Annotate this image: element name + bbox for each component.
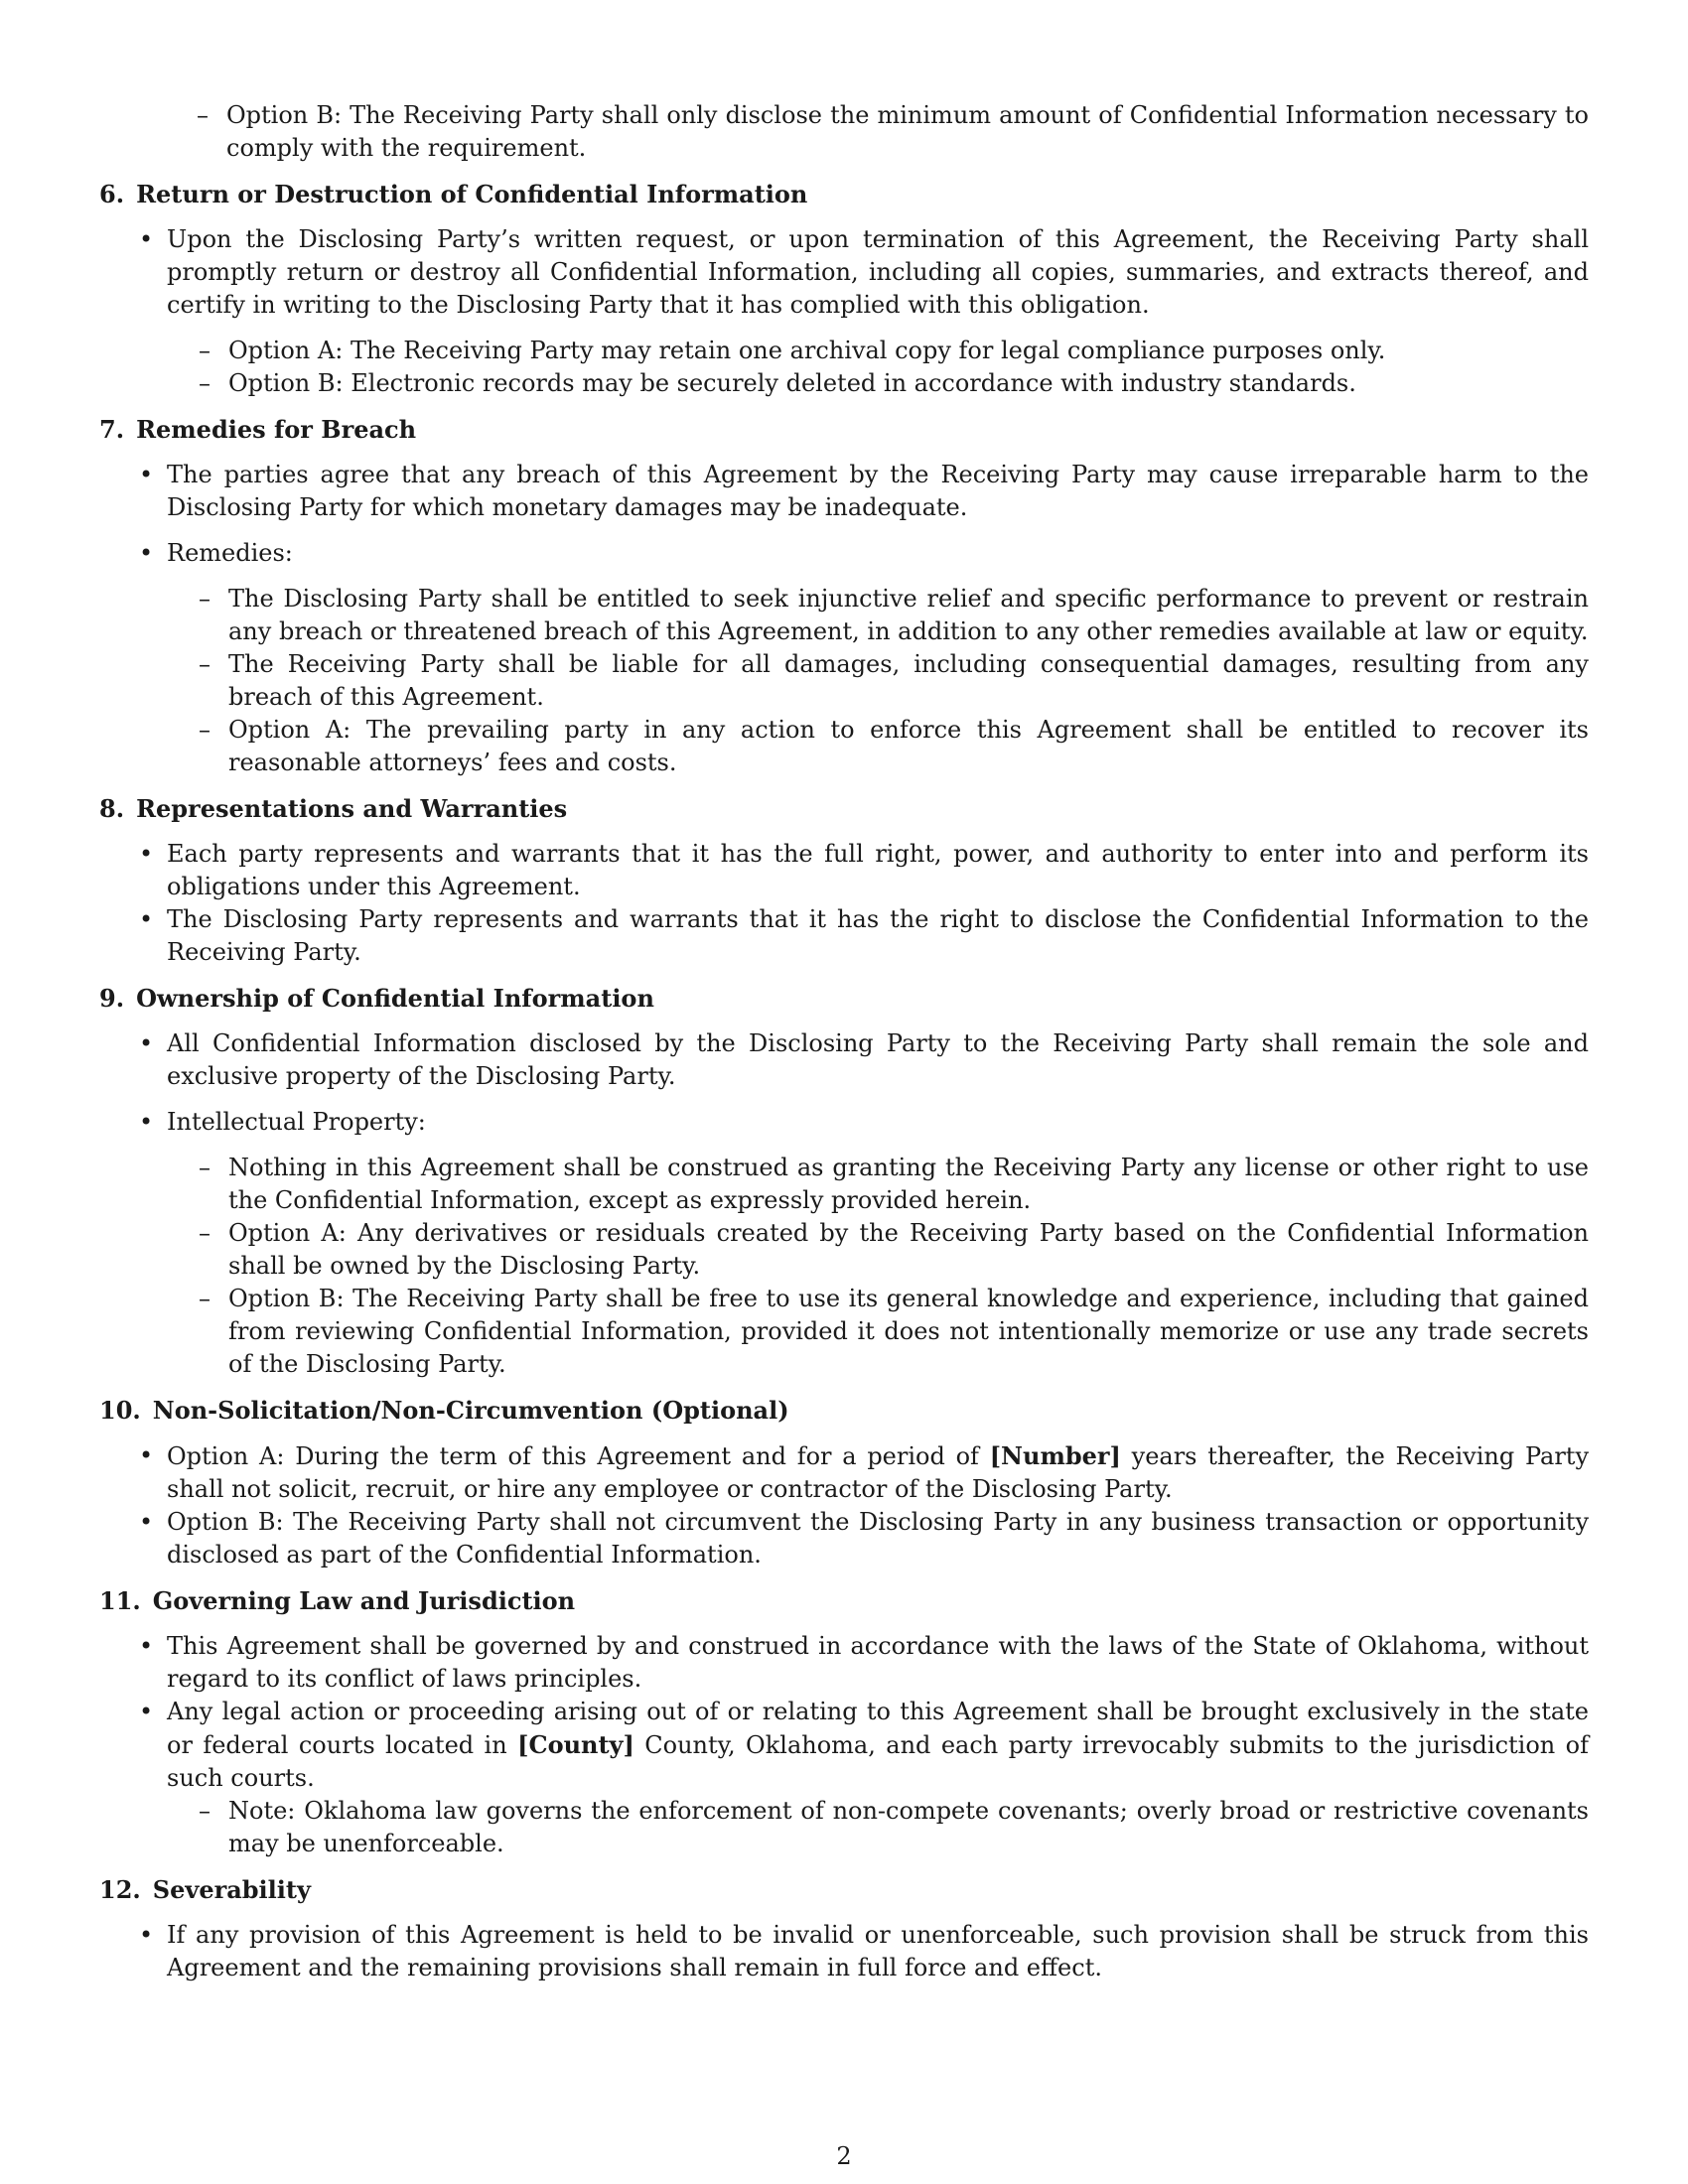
sub-text: Option A: The prevailing party in any action to enforce this Agreement shall be entitled to recover its reasonable attorneys’ fees and costs. — [228, 716, 1589, 776]
bullet-item — [99, 1696, 1589, 1795]
dash-marker: – — [199, 1154, 211, 1181]
bullet-text-pre: Any legal action or proceeding arising out of or relating to this Agreement shall be brought exclusively in the state or federal courts located in — [167, 1698, 1589, 1759]
bullet-item — [99, 838, 1589, 903]
bullet-text: If any provision of this Agreement is held to be invalid or unenforceable, such provision shall be struck from this Agreement and the remaining provisions shall remain in full force and effect. — [167, 1921, 1589, 1981]
bullet-marker: • — [139, 225, 154, 253]
bullet-marker: • — [139, 1921, 154, 1949]
sub-item — [99, 367, 1589, 400]
section-title: Return or Destruction of Confidential Information — [136, 180, 808, 208]
sub-text: Option B: Electronic records may be securely deleted in accordance with industry standards. — [228, 369, 1356, 397]
bullet-item — [99, 1630, 1589, 1696]
bullet-text: Option B: The Receiving Party shall not circumvent the Disclosing Party in any business transaction or opportunity disclosed as part of the Confidential Information. — [167, 1508, 1589, 1569]
page-number: 2 — [836, 2142, 852, 2170]
list-item — [99, 99, 1589, 165]
section-heading — [99, 413, 1589, 446]
bullet-marker: • — [139, 1029, 154, 1057]
bullet-item — [99, 1027, 1589, 1093]
section-title: Severability — [152, 1875, 311, 1904]
dash-marker: – — [199, 585, 211, 613]
placeholder-number: [Number] — [989, 1441, 1121, 1470]
section-number: 12. — [99, 1875, 141, 1904]
document-page — [99, 99, 1589, 1984]
section-heading — [99, 1394, 1589, 1427]
sub-text: Nothing in this Agreement shall be construed as granting the Receiving Party any license or other right to use the Confidential Information, except as expressly provided herein. — [228, 1154, 1589, 1214]
bullet-marker: • — [139, 1441, 154, 1469]
sub-item — [99, 335, 1589, 367]
bullet-item — [99, 903, 1589, 969]
sub-item — [99, 1152, 1589, 1217]
section-number: 9. — [99, 984, 125, 1013]
sub-item — [99, 714, 1589, 779]
section-number: 11. — [99, 1586, 141, 1615]
dash-marker: – — [197, 101, 209, 129]
placeholder-county: [County] — [517, 1730, 634, 1759]
bullet-marker: • — [139, 840, 154, 868]
section-heading — [99, 982, 1589, 1015]
section-title: Ownership of Confidential Information — [136, 984, 654, 1013]
sub-item — [99, 1217, 1589, 1283]
bullet-text: Each party represents and warrants that it has the full right, power, and authority to enter into and perform its obligations under this Agreement. — [167, 840, 1589, 900]
item-text: Option B: The Receiving Party shall only disclose the minimum amount of Confidential Information necessary to comply with the requirement. — [226, 101, 1589, 162]
sub-list — [99, 1795, 1589, 1860]
section-title: Governing Law and Jurisdiction — [152, 1586, 576, 1615]
section-number: 8. — [99, 794, 125, 823]
bullet-text: The parties agree that any breach of this Agreement by the Receiving Party may cause irreparable harm to the Disclosing Party for which monetary damages may be inadequate. — [167, 461, 1589, 521]
bullet-text: All Confidential Information disclosed by the Disclosing Party to the Receiving Party shall remain the sole and exclusive property of the Disclosing Party. — [167, 1029, 1589, 1090]
dash-marker: – — [199, 1797, 211, 1825]
bullet-item — [99, 1439, 1589, 1506]
sub-text: The Receiving Party shall be liable for all damages, including consequential damages, resulting from any breach of this Agreement. — [228, 650, 1589, 711]
bullet-text-post: County, Oklahoma, and each party irrevocably submits to the jurisdiction of such courts. — [167, 1731, 1589, 1792]
sub-item — [99, 1283, 1589, 1381]
section-title: Non-Solicitation/Non-Circumvention (Optional) — [152, 1396, 789, 1425]
bullet-item — [99, 223, 1589, 322]
section-number: 6. — [99, 180, 125, 208]
bullet-text: Upon the Disclosing Party’s written request, or upon termination of this Agreement, the Receiving Party shall promptly return or destroy all Confidential Information, including all copies, summaries, and extracts thereof, and certify in writing to the Disclosing Party that it has complied with this obligation. — [167, 225, 1589, 319]
section-title: Remedies for Breach — [136, 415, 417, 444]
bullet-item — [99, 1506, 1589, 1571]
sub-item — [99, 648, 1589, 714]
section-number: 10. — [99, 1396, 141, 1425]
dash-marker: – — [199, 650, 211, 678]
dash-marker: – — [199, 716, 211, 744]
dash-marker: – — [199, 1219, 211, 1247]
bullet-marker: • — [139, 1632, 154, 1660]
section-title: Representations and Warranties — [136, 794, 568, 823]
section-non-solicitation — [99, 1394, 1589, 1571]
bullet-item — [99, 537, 1589, 570]
section-number: 7. — [99, 415, 125, 444]
bullet-marker: • — [139, 539, 154, 567]
bullet-item — [99, 1919, 1589, 1984]
section-heading — [99, 178, 1589, 210]
dash-marker: – — [199, 337, 211, 364]
section-remedies — [99, 413, 1589, 779]
sub-item — [99, 1795, 1589, 1860]
section-heading — [99, 792, 1589, 825]
bullet-marker: • — [139, 461, 154, 488]
sub-list — [99, 335, 1589, 400]
bullet-item — [99, 1106, 1589, 1139]
bullet-text: This Agreement shall be governed by and construed in accordance with the laws of the State of Oklahoma, without regard to its conflict of laws principles. — [167, 1632, 1589, 1693]
bullet-text: The Disclosing Party represents and warrants that it has the right to disclose the Confidential Information to the Receiving Party. — [167, 905, 1589, 966]
sub-list — [99, 1152, 1589, 1381]
bullet-text: Remedies: — [167, 539, 293, 567]
sub-text: Option B: The Receiving Party shall be free to use its general knowledge and experience, including that gained from reviewing Confidential Information, provided it does not intentionally memorize or use any trade secrets of the Disclosing Party. — [228, 1285, 1589, 1378]
bullet-item — [99, 459, 1589, 524]
bullet-text-pre: Option A: During the term of this Agreement and for a period of — [167, 1442, 990, 1470]
section-governing-law — [99, 1584, 1589, 1860]
section-severability — [99, 1873, 1589, 1984]
sub-list — [99, 583, 1589, 779]
dash-marker: – — [199, 1285, 211, 1312]
sub-text: Note: Oklahoma law governs the enforcement of non-compete covenants; overly broad or restrictive covenants may be unenforceable. — [228, 1797, 1589, 1857]
dash-marker: – — [199, 369, 211, 397]
sub-text: The Disclosing Party shall be entitled to seek injunctive relief and specific performance to prevent or restrain any breach or threatened breach of this Agreement, in addition to any other remedies available at law or equity. — [228, 585, 1589, 645]
bullet-marker: • — [139, 1698, 154, 1725]
bullet-text-post: years thereafter, the Receiving Party shall not solicit, recruit, or hire any employee or contractor of the Disclosing Party. — [167, 1442, 1590, 1503]
bullet-marker: • — [139, 905, 154, 933]
section-return-destruction — [99, 178, 1589, 400]
sub-text: Option A: The Receiving Party may retain one archival copy for legal compliance purposes only. — [228, 337, 1386, 364]
bullet-marker: • — [139, 1108, 154, 1136]
section-ownership — [99, 982, 1589, 1381]
bullet-marker: • — [139, 1508, 154, 1536]
sub-text: Option A: Any derivatives or residuals created by the Receiving Party based on the Confidential Information shall be owned by the Disclosing Party. — [228, 1219, 1589, 1280]
bullet-text: Intellectual Property: — [167, 1108, 426, 1136]
section-heading — [99, 1584, 1589, 1617]
section-heading — [99, 1873, 1589, 1906]
section-representations — [99, 792, 1589, 969]
sub-item — [99, 583, 1589, 648]
